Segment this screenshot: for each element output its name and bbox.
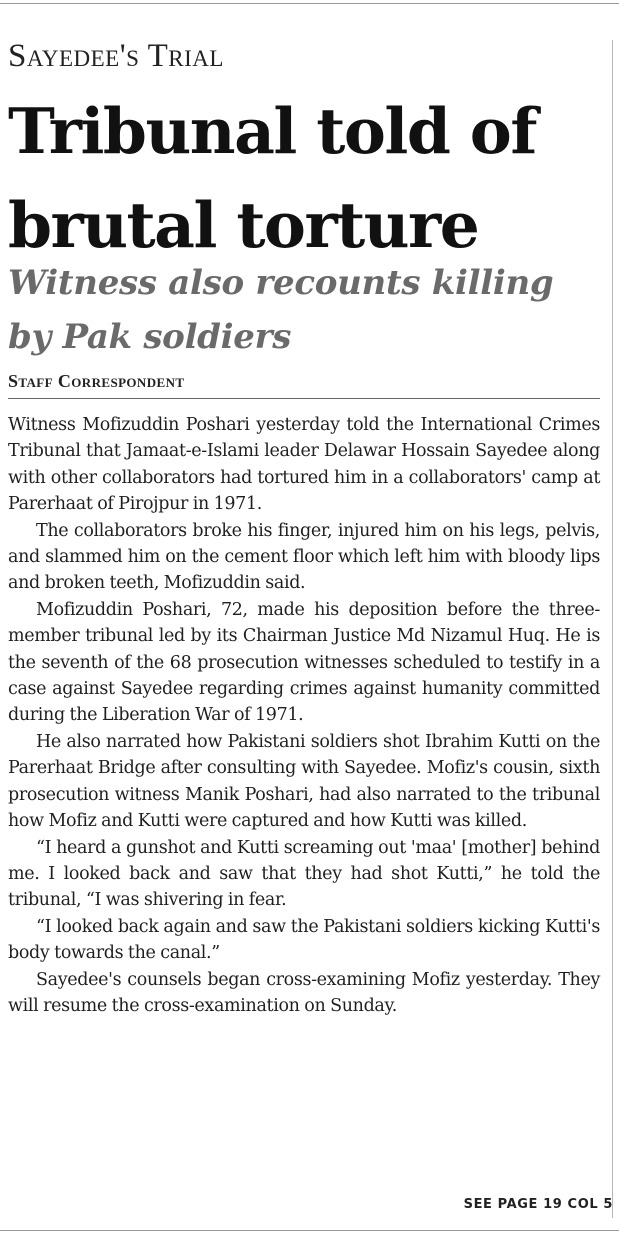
article-headline: Tribunal told of brutal torture (8, 94, 536, 262)
bottom-border-rule (0, 1230, 619, 1231)
article-paragraph: Mofizuddin Poshari, 72, made his deposition before the three-member tribunal led by its Chairman Justice Md Nizamul Huq. He is the seventh of the 68 prosecution witnesses scheduled to testify in a case against Sayedee regarding crimes against humanity committed during the Liberation War of 1971. (8, 599, 600, 726)
article-paragraph: Sayedee's counsels began cross-examining Mofiz yesterday. They will resume the cross-examination on Sunday. (8, 969, 600, 1016)
article-paragraph: “I heard a gunshot and Kutti screaming out 'maa' [mother] behind me. I looked back and saw that they had shot Kutti,” he told the tribunal, “I was shivering in fear. (8, 837, 600, 911)
top-border-rule (0, 3, 619, 4)
article-byline: Staff Correspondent (8, 371, 185, 391)
article-paragraph: The collaborators broke his finger, injured him on his legs, pelvis, and slammed him on the cement floor which left him with bloody lips and broken teeth, Mofizuddin said. (8, 520, 600, 594)
article-body (8, 412, 600, 1019)
article-subheadline: Witness also recounts killing by Pak soldiers (8, 263, 554, 357)
article-paragraph: “I looked back again and saw the Pakistani soldiers kicking Kutti's body towards the canal.” (8, 916, 600, 964)
article-paragraph: Witness Mofizuddin Poshari yesterday told the International Crimes Tribunal that Jamaat-e-Islami leader Delawar Hossain Sayedee along with other collaborators had tortured him in a collaborators' camp at Parerhaat of Pirojpur in 1971. (8, 415, 600, 515)
byline-divider (8, 398, 600, 399)
article-kicker: Sayedee's Trial (8, 38, 224, 74)
column-divider-rule (612, 40, 613, 1218)
article-paragraph: He also narrated how Pakistani soldiers shot Ibrahim Kutti on the Parerhaat Bridge after consulting with Sayedee. Mofiz's cousin, sixth prosecution witness Manik Poshari, had also narrated to the tribunal how Mofiz and Kutti were captured and how Kutti was killed. (8, 731, 600, 832)
continuation-jump-line: SEE PAGE 19 COL 5 (463, 1197, 613, 1212)
